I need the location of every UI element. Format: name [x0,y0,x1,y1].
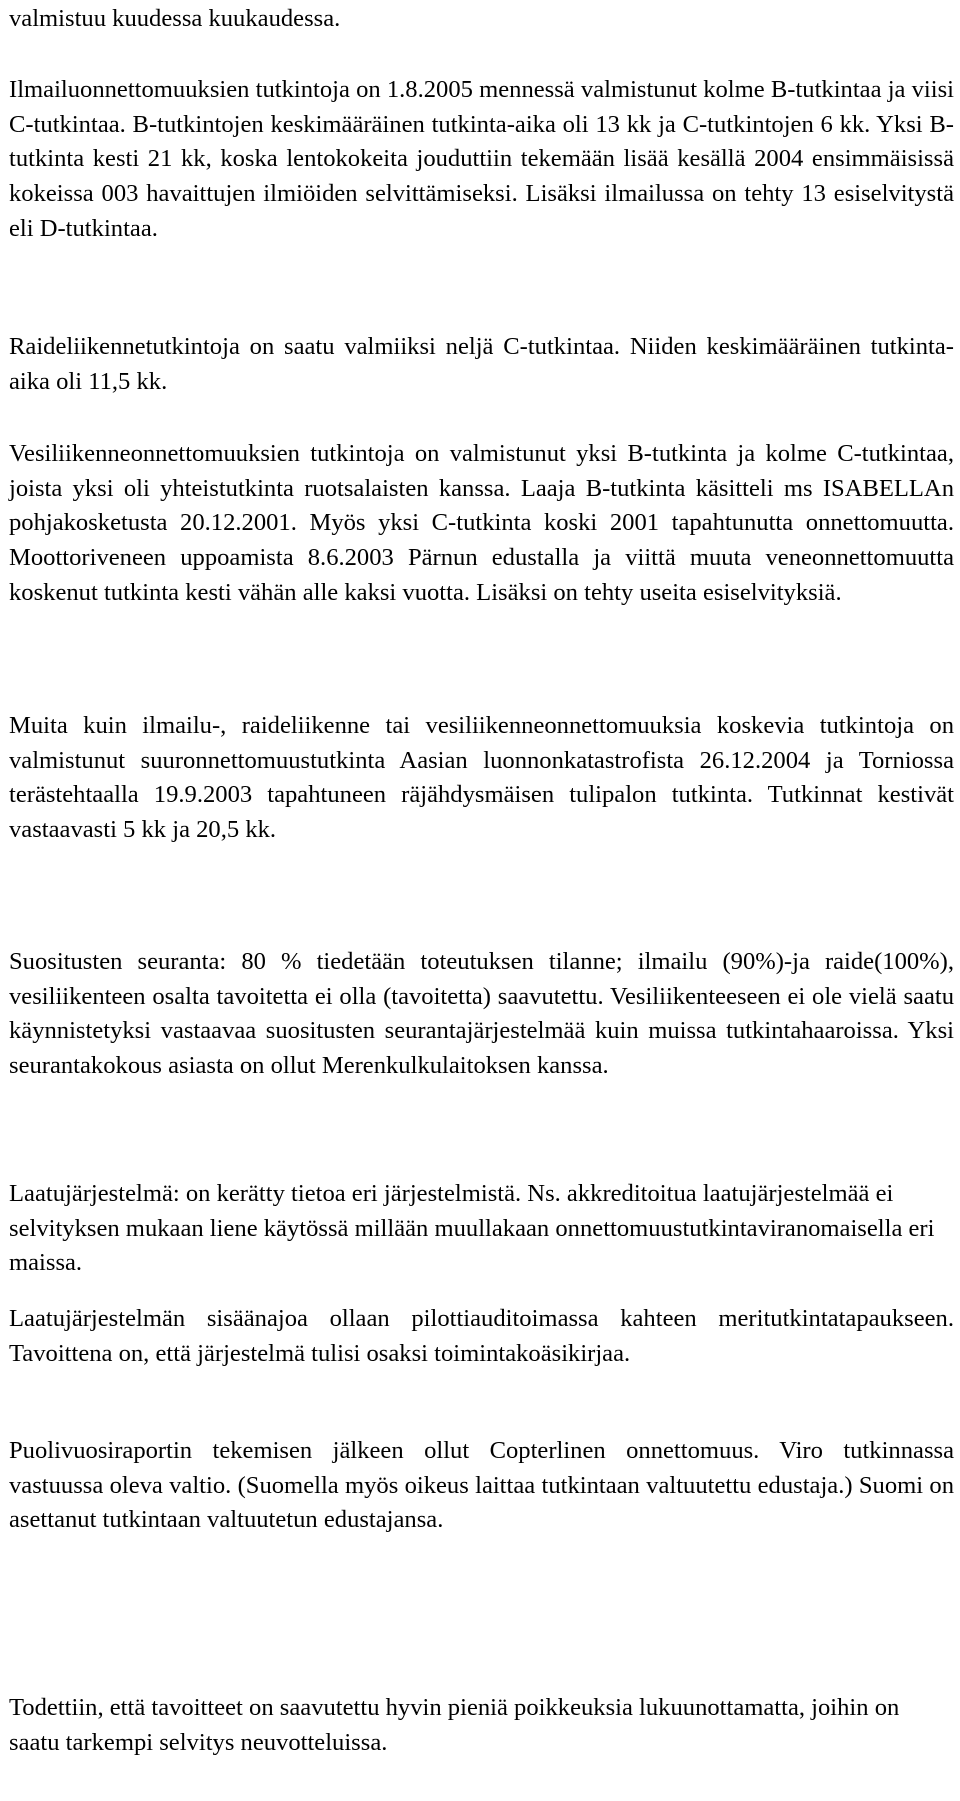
paragraph-aviation-investigations: Ilmailuonnettomuuksien tutkintoja on 1.8.2005 mennessä valmistunut kolme B-tutkintaa ja viisi C-tutkintaa. B-tutkintojen keskimääräinen tutkinta-aika oli 13 kk ja C-tutkintojen 6 kk. Yksi B-tutkinta kesti 21 kk, koska lentokokeita jouduttiin tekemään lisää kesällä 2004 ensimmäisissä kokeissa 003 havaittujen ilmiöiden selvittämiseksi. Lisäksi ilmailussa on tehty 13 esiselvitystä eli D-tutkintaa. [9,76,954,242]
paragraph-quality-system: Laatujärjestelmä: on kerätty tietoa eri järjestelmistä. Ns. akkreditoitua laatujärjestelmää ei selvityksen mukaan liene käytössä millään muullakaan onnettomuustutkintaviranomaisella eri maissa. [9,1180,935,1277]
paragraph-quality-system-pilot: Laatujärjestelmän sisäänajoa ollaan pilottiauditoimassa kahteen meritutkintatapaukseen. Tavoittena on, että järjestelmä tulisi osaksi toimintakoäsikirjaa. [9,1305,954,1367]
paragraph-other-investigations: Muita kuin ilmailu-, raideliikenne tai vesiliikenneonnettomuuksia koskevia tutkintoja on valmistunut suuronnettomuustutkinta Aasian luonnonkatastrofista 26.12.2004 ja Torniossa terästehtaalla 19.9.2003 tapahtuneen räjähdysmäisen tulipalon tutkinta. Tutkinnat kestivät vastaavasti 5 kk ja 20,5 kk. [9,712,954,844]
paragraph-copterline-accident: Puolivuosiraportin tekemisen jälkeen ollut Copterlinen onnettomuus. Viro tutkinnassa vastuussa oleva valtio. (Suomella myös oikeus laittaa tutkintaan valtuutettu edustaja.) Suomi on asettanut tutkintaan valtuutetun edustajansa. [9,1437,954,1534]
paragraph-continuation: valmistuu kuudessa kuukaudessa. [9,5,341,32]
paragraph-recommendation-followup: Suositusten seuranta: 80 % tiedetään toteutuksen tilanne; ilmailu (90%)-ja raide(100%), vesiliikenteen osalta tavoitetta ei olla (tavoitetta) saavutettu. Vesiliikenteeseen ei ole vielä saatu käynnistetyksi vastaavaa suositusten seurantajärjestelmää kuin muissa tutkintahaaroissa. Yksi seurantakokous asiasta on ollut Merenkulkulaitoksen kanssa. [9,948,954,1080]
paragraph-conclusion: Todettiin, että tavoitteet on saavutettu hyvin pieniä poikkeuksia lukuunottamatta, joihin on saatu tarkempi selvitys neuvotteluissa. [9,1694,900,1756]
paragraph-rail-investigations: Raideliikennetutkintoja on saatu valmiiksi neljä C-tutkintaa. Niiden keskimääräinen tutkinta-aika oli 11,5 kk. [9,333,954,395]
paragraph-marine-investigations: Vesiliikenneonnettomuuksien tutkintoja on valmistunut yksi B-tutkinta ja kolme C-tutkintaa, joista yksi oli yhteistutkinta ruotsalaisten kanssa. Laaja B-tutkinta käsitteli ms ISABELLAn pohjakosketusta 20.12.2001. Myös yksi C-tutkinta koski 2001 tapahtunutta onnettomuutta. Moottoriveneen uppoamista 8.6.2003 Pärnun edustalla ja viittä muuta veneonnettomuutta koskenut tutkinta kesti vähän alle kaksi vuotta. Lisäksi on tehty useita esiselvityksiä. [9,440,954,606]
